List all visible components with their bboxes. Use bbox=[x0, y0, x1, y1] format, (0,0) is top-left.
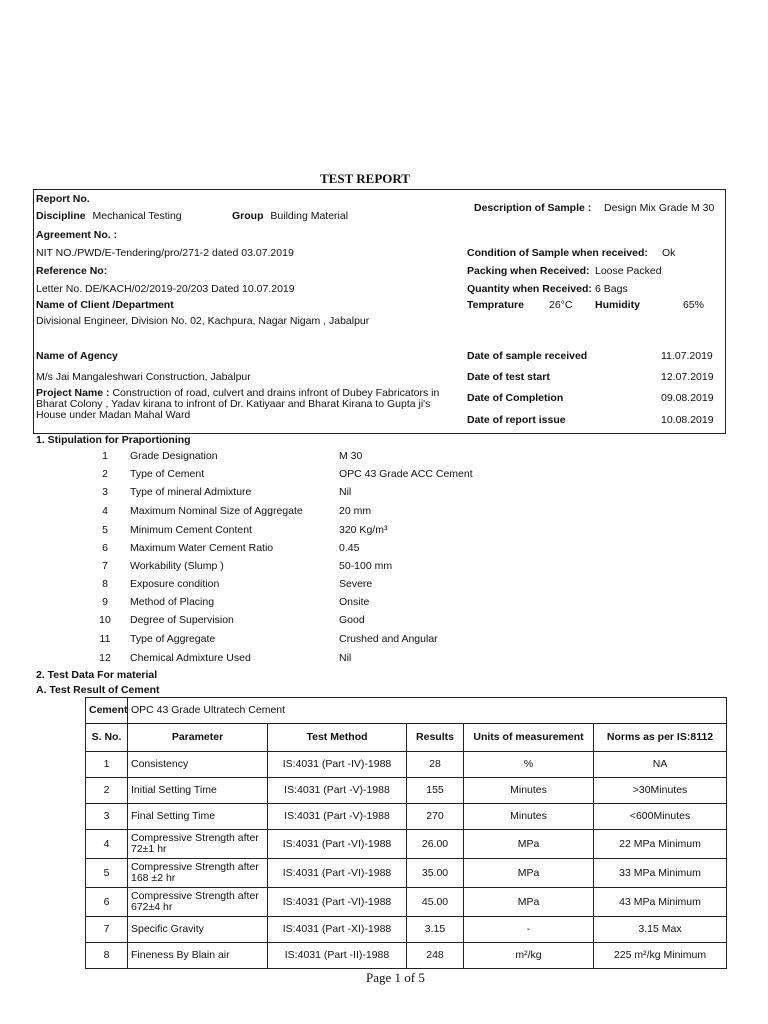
col-header-norms: Norms as per IS:8112 bbox=[594, 724, 727, 752]
completion-date-value: 09.08.2019 bbox=[661, 392, 714, 404]
col-header-sno: S. No. bbox=[86, 724, 128, 752]
test-start-label: Date of test start bbox=[467, 371, 550, 383]
agreement-label: Agreement No. : bbox=[36, 229, 118, 241]
condition-value: Ok bbox=[662, 247, 676, 259]
stipulation-no: 10 bbox=[99, 614, 111, 626]
stipulation-param: Minimum Cement Content bbox=[130, 524, 252, 536]
table-row bbox=[86, 830, 727, 859]
stipulation-param: Type of Aggregate bbox=[130, 633, 216, 645]
stipulation-param: Maximum Nominal Size of Aggregate bbox=[130, 505, 303, 517]
cell-unit: % bbox=[464, 752, 594, 778]
group-label: Group bbox=[232, 210, 264, 222]
discipline-value: Mechanical Testing bbox=[92, 210, 182, 222]
table-row bbox=[86, 859, 727, 888]
parameter-line-2: 672±4 hr bbox=[131, 901, 173, 913]
cell-norm: 43 MPa Minimum bbox=[594, 888, 727, 917]
stipulation-heading: 1. Stipulation for Praportioning bbox=[36, 434, 191, 446]
cell-method: IS:4031 (Part -VI)-1988 bbox=[268, 859, 407, 888]
cell-unit: Minutes bbox=[464, 778, 594, 804]
temperature-label: Temprature bbox=[467, 299, 524, 311]
stipulation-no: 1 bbox=[102, 450, 108, 462]
cell-norm: <600Minutes bbox=[594, 804, 727, 830]
cell-unit: MPa bbox=[464, 859, 594, 888]
cell-parameter bbox=[128, 804, 268, 830]
cell-norm: >30Minutes bbox=[594, 778, 727, 804]
report-title: TEST REPORT bbox=[320, 171, 410, 186]
stipulation-param: Chemical Admixture Used bbox=[130, 652, 251, 664]
cell-method: IS:4031 (Part -II)-1988 bbox=[268, 943, 407, 969]
cell-sno: 3 bbox=[86, 804, 128, 830]
stipulation-no: 7 bbox=[102, 560, 108, 572]
stipulation-value: Crushed and Angular bbox=[339, 633, 438, 645]
cell-sno: 4 bbox=[86, 830, 128, 859]
parameter-line-1: Fineness By Blain air bbox=[131, 949, 230, 961]
cell-sno: 2 bbox=[86, 778, 128, 804]
stipulation-value: Severe bbox=[339, 578, 373, 590]
table-row bbox=[86, 917, 727, 943]
letter-number: Letter No. DE/KACH/02/2019-20/203 Dated 10.07.2019 bbox=[36, 283, 295, 295]
cell-result: 270 bbox=[407, 804, 464, 830]
parameter-line-1: Compressive Strength after bbox=[131, 861, 259, 873]
cell-method: IS:4031 (Part -V)-1988 bbox=[268, 778, 407, 804]
stipulation-no: 2 bbox=[102, 468, 108, 480]
col-header-test-method: Test Method bbox=[268, 724, 407, 752]
stipulation-value: 50-100 mm bbox=[339, 560, 393, 572]
stipulation-no: 11 bbox=[99, 633, 111, 645]
cell-unit: m²/kg bbox=[464, 943, 594, 969]
stipulation-no: 4 bbox=[102, 505, 108, 517]
temperature-value: 26°C bbox=[549, 299, 573, 311]
stipulation-param: Workability (Slump ) bbox=[130, 560, 224, 572]
cell-parameter bbox=[128, 830, 268, 859]
cell-parameter bbox=[128, 778, 268, 804]
test-data-heading: 2. Test Data For material bbox=[36, 669, 158, 681]
stipulation-no: 9 bbox=[102, 596, 108, 608]
received-date-label: Date of sample received bbox=[467, 350, 588, 362]
parameter-line-2: 168 ±2 hr bbox=[131, 872, 176, 884]
reference-label: Reference No: bbox=[36, 265, 108, 277]
cement-result-heading: A. Test Result of Cement bbox=[36, 684, 160, 696]
cell-norm: 33 MPa Minimum bbox=[594, 859, 727, 888]
cell-parameter bbox=[128, 917, 268, 943]
table-header-row bbox=[86, 724, 727, 752]
project-line-3: House under Madan Mahal Ward bbox=[36, 409, 191, 421]
col-header-units: Units of measurement bbox=[464, 724, 594, 752]
parameter-line-1: Initial Setting Time bbox=[131, 784, 217, 796]
cell-sno: 6 bbox=[86, 888, 128, 917]
stipulation-value: 320 Kg/m³ bbox=[339, 524, 388, 536]
cell-unit: MPa bbox=[464, 888, 594, 917]
project-line-2: Bharat Colony , Yadav kirana to infront of Dr. Katiyaar and Bharat Kirana to Gupta ji's bbox=[36, 398, 431, 410]
cell-method: IS:4031 (Part -VI)-1988 bbox=[268, 830, 407, 859]
cell-parameter bbox=[128, 859, 268, 888]
stipulation-no: 8 bbox=[102, 578, 108, 590]
description-label: Description of Sample : bbox=[474, 202, 592, 214]
cell-parameter bbox=[128, 752, 268, 778]
stipulation-no: 12 bbox=[99, 652, 111, 664]
stipulation-no: 5 bbox=[102, 524, 108, 536]
group-value: Building Material bbox=[270, 210, 349, 222]
cell-sno: 1 bbox=[86, 752, 128, 778]
packing-value: Loose Packed bbox=[595, 265, 662, 277]
parameter-line-1: Compressive Strength after bbox=[131, 832, 259, 844]
stipulation-param: Method of Placing bbox=[130, 596, 215, 608]
stipulation-value: M 30 bbox=[339, 450, 363, 462]
humidity-value: 65% bbox=[683, 299, 705, 311]
stipulation-param: Exposure condition bbox=[130, 578, 220, 590]
stipulation-value: Good bbox=[339, 614, 365, 626]
issue-date-label: Date of report issue bbox=[467, 414, 566, 426]
stipulation-value: OPC 43 Grade ACC Cement bbox=[339, 468, 473, 480]
project-block bbox=[36, 388, 439, 421]
cell-result: 28 bbox=[407, 752, 464, 778]
cell-unit: Minutes bbox=[464, 804, 594, 830]
project-line-1: Construction of road, culvert and drains infront of Dubey Fabricators in bbox=[112, 387, 440, 399]
discipline-label: Discipline bbox=[36, 210, 86, 222]
stipulation-value: Onsite bbox=[339, 596, 370, 608]
cell-sno: 8 bbox=[86, 943, 128, 969]
stipulation-param: Type of Cement bbox=[130, 468, 205, 480]
table-row bbox=[86, 804, 727, 830]
stipulation-value: Nil bbox=[339, 486, 352, 498]
parameter-line-1: Final Setting Time bbox=[131, 810, 216, 822]
humidity-label: Humidity bbox=[595, 299, 640, 311]
cell-method: IS:4031 (Part -VI)-1988 bbox=[268, 888, 407, 917]
cell-method: IS:4031 (Part -IV)-1988 bbox=[268, 752, 407, 778]
cell-sno: 7 bbox=[86, 917, 128, 943]
cell-method: IS:4031 (Part -XI)-1988 bbox=[268, 917, 407, 943]
cell-result: 26.00 bbox=[407, 830, 464, 859]
quantity-label: Quantity when Received: bbox=[467, 283, 592, 295]
cell-method: IS:4031 (Part -V)-1988 bbox=[268, 804, 407, 830]
cement-type-row bbox=[86, 698, 727, 724]
cell-unit: - bbox=[464, 917, 594, 943]
stipulation-param: Type of mineral Admixture bbox=[130, 486, 252, 498]
cell-norm: 3.15 Max bbox=[594, 917, 727, 943]
packing-label: Packing when Received: bbox=[467, 265, 590, 277]
stipulation-value: 20 mm bbox=[339, 505, 372, 517]
page-number: Page 1 of 5 bbox=[366, 970, 425, 985]
stipulation-no: 3 bbox=[102, 486, 108, 498]
cell-result: 3.15 bbox=[407, 917, 464, 943]
cell-unit: MPa bbox=[464, 830, 594, 859]
cell-parameter bbox=[128, 943, 268, 969]
cell-norm: 22 MPa Minimum bbox=[594, 830, 727, 859]
stipulation-param: Grade Designation bbox=[130, 450, 218, 462]
col-header-results: Results bbox=[407, 724, 464, 752]
test-start-value: 12.07.2019 bbox=[661, 371, 714, 383]
client-label: Name of Client /Department bbox=[36, 299, 174, 311]
completion-date-label: Date of Completion bbox=[467, 392, 564, 404]
cell-norm: NA bbox=[594, 752, 727, 778]
received-date-value: 11.07.2019 bbox=[661, 350, 713, 362]
parameter-line-1: Consistency bbox=[131, 758, 189, 770]
stipulation-no: 6 bbox=[102, 542, 108, 554]
cell-parameter bbox=[128, 888, 268, 917]
table-row bbox=[86, 943, 727, 969]
group-line bbox=[232, 210, 348, 222]
description-value: Design Mix Grade M 30 bbox=[604, 202, 715, 214]
parameter-line-1: Specific Gravity bbox=[131, 923, 204, 935]
cement-label: Cement bbox=[86, 698, 128, 724]
issue-date-value: 10.08.2019 bbox=[661, 414, 714, 426]
cell-result: 155 bbox=[407, 778, 464, 804]
cement-type-value: OPC 43 Grade Ultratech Cement bbox=[128, 698, 727, 724]
discipline-line bbox=[36, 210, 182, 222]
cell-result: 248 bbox=[407, 943, 464, 969]
agency-label: Name of Agency bbox=[36, 350, 118, 362]
parameter-line-1: Compressive Strength after bbox=[131, 890, 259, 902]
report-no-label: Report No. bbox=[36, 193, 90, 205]
cement-test-table bbox=[85, 697, 727, 969]
cell-sno: 5 bbox=[86, 859, 128, 888]
project-label: Project Name : bbox=[36, 387, 110, 399]
client-value: Divisional Engineer, Division No. 02, Kachpura, Nagar Nigam , Jabalpur bbox=[36, 315, 370, 327]
condition-label: Condition of Sample when received: bbox=[467, 247, 648, 259]
cell-norm: 225 m²/kg Minimum bbox=[594, 943, 727, 969]
cell-result: 35.00 bbox=[407, 859, 464, 888]
nit-number: NIT NO./PWD/E-Tendering/pro/271-2 dated 03.07.2019 bbox=[36, 247, 294, 259]
agency-value: M/s Jai Mangaleshwari Construction, Jabalpur bbox=[36, 371, 251, 383]
stipulation-param: Degree of Supervision bbox=[130, 614, 234, 626]
stipulation-value: Nil bbox=[339, 652, 352, 664]
cell-result: 45.00 bbox=[407, 888, 464, 917]
table-row bbox=[86, 888, 727, 917]
stipulation-value: 0.45 bbox=[339, 542, 360, 554]
quantity-value: 6 Bags bbox=[595, 283, 628, 295]
parameter-line-2: 72±1 hr bbox=[131, 843, 167, 855]
stipulation-param: Maximum Water Cement Ratio bbox=[130, 542, 274, 554]
table-row bbox=[86, 778, 727, 804]
col-header-parameter: Parameter bbox=[128, 724, 268, 752]
table-row bbox=[86, 752, 727, 778]
